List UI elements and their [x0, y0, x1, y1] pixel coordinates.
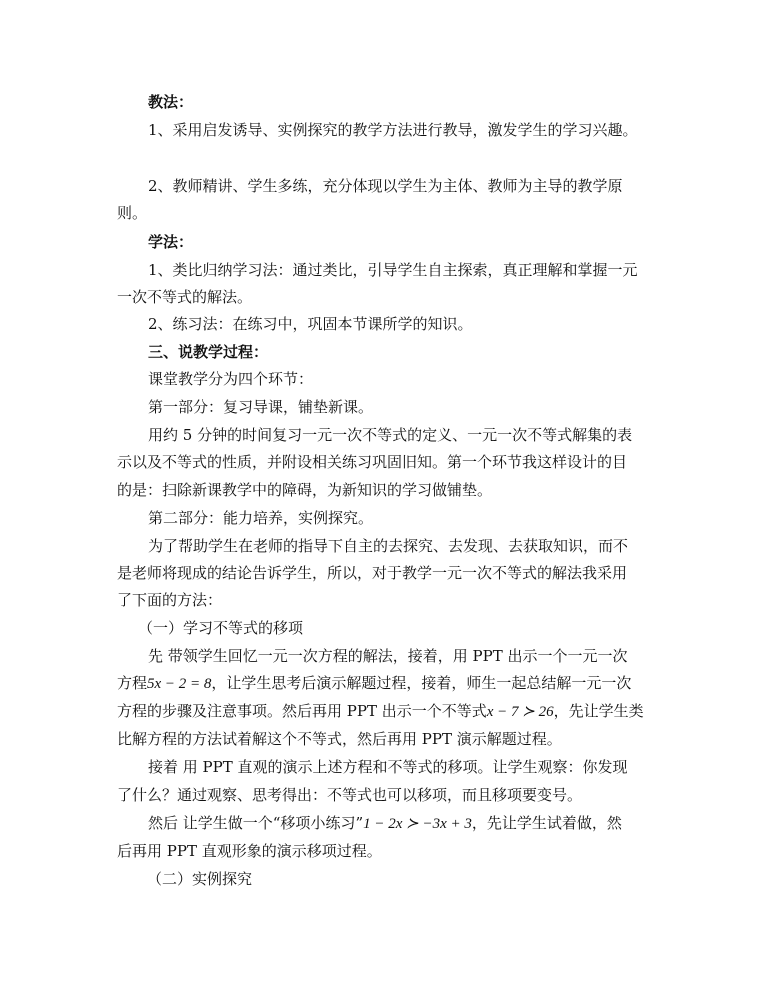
- part2-paragraph-line-1: 为了帮助学生在老师的指导下自主的去探究、去发现、去获取知识，而不: [148, 537, 629, 555]
- text-fragment: ，先让学生类: [553, 702, 644, 720]
- part1-title: 第一部分：复习导课，铺垫新课。: [148, 398, 374, 416]
- subsection-2-title: （二）实例探究: [147, 870, 253, 888]
- part2-paragraph-line-3: 了下面的方法：: [117, 591, 223, 609]
- subsection-1-p1-line-3: [117, 701, 657, 722]
- equation-5x-minus-2: 5x − 2 = 8: [147, 676, 212, 692]
- subsection-1-p2-line-1: 接着 用 PPT 直观的演示上述方程和不等式的移项。让学生观察：你发现: [148, 758, 628, 776]
- text-fragment: 然后 让学生做一个“移项小练习”: [148, 814, 364, 832]
- inequality-1-minus-2x: 1 − 2x ≻ −3x + 3: [363, 816, 472, 832]
- teaching-method-item-2-cont: 则。: [117, 204, 148, 222]
- subsection-1-p3-line-2: 后再用 PPT 直观形象的演示移项过程。: [117, 842, 382, 860]
- process-intro: 课堂教学分为四个环节：: [148, 370, 314, 388]
- part2-paragraph-line-2: 是老师将现成的结论告诉学生，所以，对于教学一元一次不等式的解法我采用: [117, 564, 628, 582]
- part1-paragraph-line-3: 的是：扫除新课教学中的障碍，为新知识的学习做铺垫。: [117, 481, 493, 499]
- subsection-1-p3-line-1: [148, 813, 688, 834]
- teaching-method-item-2: 2、教师精讲、学生多练，充分体现以学生为主体、教师为主导的教学原: [148, 177, 623, 195]
- part2-title: 第二部分：能力培养，实例探究。: [148, 509, 374, 527]
- subsection-1-p2-line-2: 了什么？通过观察、思考得出：不等式也可以移项，而且移项要变号。: [117, 786, 583, 804]
- subsection-1-p1-line-1: 先 带领学生回忆一元一次方程的解法，接着，用 PPT 出示一个一元一次: [148, 647, 628, 665]
- subsection-1-title: （一）学习不等式的移项: [138, 619, 304, 637]
- part1-paragraph-line-1: 用约 5 分钟的时间复习一元一次不等式的定义、一元一次不等式解集的表: [148, 426, 633, 444]
- learning-method-item-1-cont: 一次不等式的解法。: [117, 288, 253, 306]
- text-fragment: ，让学生思考后演示解题过程，接着，师生一起总结解一元一次: [211, 674, 632, 692]
- subsection-1-p1-line-2: [117, 673, 657, 694]
- learning-method-heading: 学法：: [148, 233, 194, 251]
- subsection-1-p1-line-4: 比解方程的方法试着解这个不等式，然后再用 PPT 演示解题过程。: [117, 730, 562, 748]
- text-fragment: ，先让学生试着做，然: [471, 814, 622, 832]
- part1-paragraph-line-2: 示以及不等式的性质，并附设相关练习巩固旧知。第一个环节我这样设计的目: [117, 453, 628, 471]
- learning-method-item-1: 1、类比归纳学习法：通过类比，引导学生自主探索，真正理解和掌握一元: [148, 261, 638, 279]
- text-fragment: 方程的步骤及注意事项。然后再用 PPT 出示一个不等式: [117, 702, 487, 720]
- text-fragment: 方程: [117, 674, 148, 692]
- teaching-method-heading: 教法：: [148, 93, 194, 111]
- process-heading: 三、说教学过程：: [148, 343, 269, 361]
- teaching-method-item-1: 1、采用启发诱导、实例探究的教学方法进行教导，激发学生的学习兴趣。: [148, 121, 638, 139]
- learning-method-item-2: 2、练习法：在练习中，巩固本节课所学的知识。: [148, 315, 473, 333]
- inequality-x-minus-7: x − 7 ≻ 26: [486, 704, 554, 720]
